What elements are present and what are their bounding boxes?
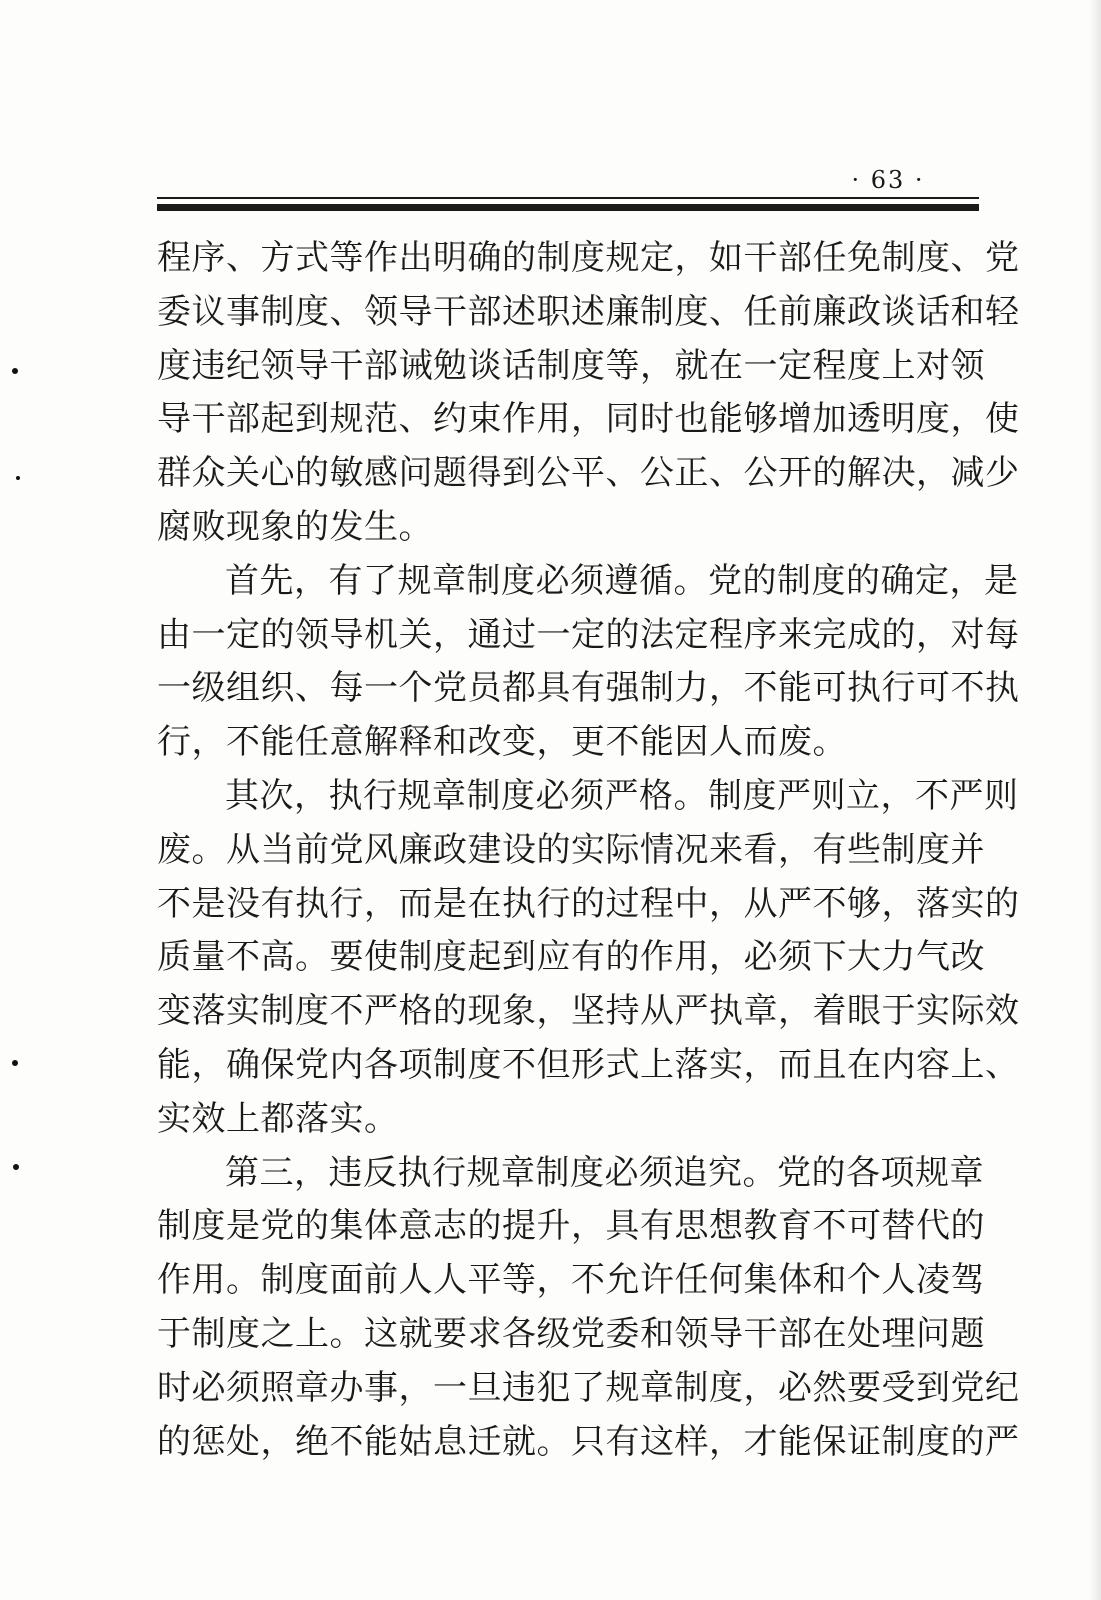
text-line: 能，确保党内各项制度不但形式上落实，而且在内容上、	[157, 1044, 1020, 1085]
page-edge-shadow	[1089, 0, 1101, 1600]
scan-speck	[12, 368, 18, 374]
text-line: 一级组织、每一个党员都具有强制力，不能可执行可不执	[157, 668, 1020, 709]
scan-speck	[12, 1060, 18, 1066]
text-line: 变落实制度不严格的现象，坚持从严执章，着眼于实际效	[157, 991, 1020, 1032]
text-line: 实效上都落实。	[157, 1098, 399, 1139]
header-rule-thin	[157, 197, 979, 199]
text-line: 行，不能任意解释和改变，更不能因人而废。	[157, 722, 847, 763]
text-line: 度违纪领导干部诫勉谈话制度等，就在一定程度上对领	[157, 345, 985, 386]
body-text	[157, 232, 1020, 1469]
text-line: 腐败现象的发生。	[157, 506, 433, 547]
page-number: · 63 ·	[851, 166, 925, 194]
scan-speck	[13, 1164, 19, 1170]
text-line: 委议事制度、领导干部述职述廉制度、任前廉政谈话和轻	[157, 291, 1020, 332]
text-line: 导干部起到规范、约束作用，同时也能够增加透明度，使	[157, 399, 1020, 440]
text-line: 制度是党的集体意志的提升，具有思想教育不可替代的	[157, 1206, 985, 1247]
text-line: 作用。制度面前人人平等，不允许任何集体和个人凌驾	[157, 1260, 985, 1301]
text-line: 于制度之上。这就要求各级党委和领导干部在处理问题	[157, 1313, 985, 1354]
text-line: 群众关心的敏感问题得到公平、公正、公开的解决，减少	[157, 453, 1020, 494]
text-line: 首先，有了规章制度必须遵循。党的制度的确定，是	[225, 560, 1019, 601]
text-line: 质量不高。要使制度起到应有的作用，必须下大力气改	[157, 937, 985, 978]
text-line: 第三，违反执行规章制度必须追究。党的各项规章	[225, 1152, 984, 1193]
text-line: 的惩处，绝不能姑息迁就。只有这样，才能保证制度的严	[157, 1421, 1020, 1462]
text-line: 程序、方式等作出明确的制度规定，如干部任免制度、党	[157, 238, 1020, 278]
text-line: 时必须照章办事，一旦违犯了规章制度，必然要受到党纪	[157, 1367, 1020, 1408]
text-line: 废。从当前党风廉政建设的实际情况来看，有些制度并	[157, 829, 985, 870]
header-rule-thick	[157, 204, 979, 211]
text-line: 由一定的领导机关，通过一定的法定程序来完成的，对每	[157, 614, 1020, 655]
scan-speck	[16, 476, 20, 480]
text-line: 其次，执行规章制度必须严格。制度严则立，不严则	[225, 775, 1019, 816]
text-line: 不是没有执行，而是在执行的过程中，从严不够，落实的	[157, 883, 1020, 924]
